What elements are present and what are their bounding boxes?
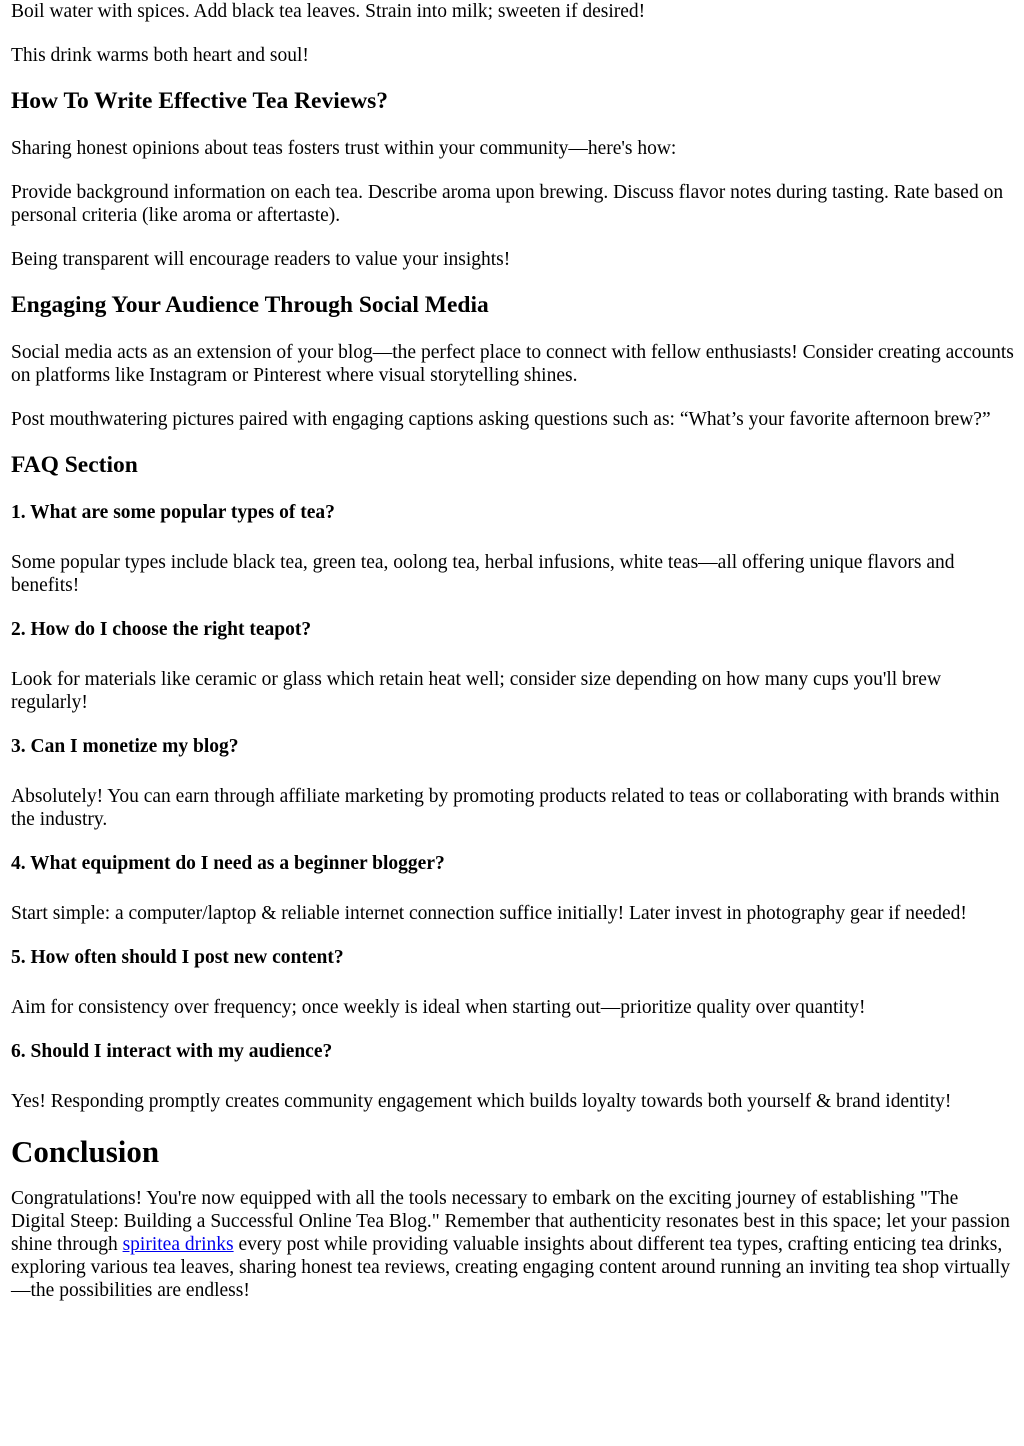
faq-question: 2. How do I choose the right teapot? bbox=[11, 619, 312, 640]
reviews-paragraph-3: Being transparent will encourage readers to value your insights! bbox=[11, 249, 511, 270]
social-paragraph-1: Social media acts as an extension of your blog—the perfect place to connect with fellow enthusiasts! Consider creating accounts on platforms like Instagram or Pinterest where visual storytelling shines. bbox=[11, 342, 1014, 386]
social-media-heading: Engaging Your Audience Through Social Media bbox=[11, 292, 489, 318]
conclusion-text-before-link: Congratulations! You're now equipped with all the tools necessary to embark on the exciting journey of establishing "The Digital Steep: Building a Successful Online Tea Blog." Remember that authenticity resonates best in this space; let your passion shine through bbox=[11, 1188, 1010, 1255]
social-paragraph-2: Post mouthwatering pictures paired with engaging captions asking questions such as: “What’s your favorite afternoon brew?” bbox=[11, 409, 991, 430]
conclusion-heading: Conclusion bbox=[11, 1134, 160, 1169]
faq-answer: Some popular types include black tea, green tea, oolong tea, herbal infusions, white teas—all offering unique flavors and benefits! bbox=[11, 552, 955, 596]
faq-question: 5. How often should I post new content? bbox=[11, 947, 344, 968]
reviews-heading: How To Write Effective Tea Reviews? bbox=[11, 88, 389, 114]
faq-question: 6. Should I interact with my audience? bbox=[11, 1041, 333, 1062]
conclusion-text-after-link: every post while providing valuable insights about different tea types, crafting enticing tea drinks, exploring various tea leaves, sharing honest tea reviews, creating engaging content around running an inviting tea shop virtually—the possibilities are endless! bbox=[11, 1234, 1011, 1301]
faq-answer: Look for materials like ceramic or glass which retain heat well; consider size depending on how many cups you'll brew regularly! bbox=[11, 669, 942, 713]
conclusion-paragraph bbox=[11, 1187, 1016, 1302]
reviews-paragraph-1: Sharing honest opinions about teas fosters trust within your community—here's how: bbox=[11, 138, 677, 159]
recipe-steps-paragraph: Boil water with spices. Add black tea leaves. Strain into milk; sweeten if desired! bbox=[11, 1, 646, 22]
faq-heading: FAQ Section bbox=[11, 452, 138, 478]
faq-answer: Aim for consistency over frequency; once weekly is ideal when starting out—prioritize quality over quantity! bbox=[11, 997, 866, 1018]
recipe-closing-paragraph: This drink warms both heart and soul! bbox=[11, 45, 309, 66]
faq-question: 3. Can I monetize my blog? bbox=[11, 736, 239, 757]
faq-answer: Absolutely! You can earn through affiliate marketing by promoting products related to teas or collaborating with brands within the industry. bbox=[11, 786, 1000, 830]
faq-answer: Yes! Responding promptly creates community engagement which builds loyalty towards both yourself & brand identity! bbox=[11, 1091, 952, 1112]
faq-question: 1. What are some popular types of tea? bbox=[11, 502, 335, 523]
spiritea-drinks-link[interactable]: spiritea drinks bbox=[122, 1234, 234, 1255]
faq-question: 4. What equipment do I need as a beginner blogger? bbox=[11, 853, 445, 874]
reviews-paragraph-2: Provide background information on each tea. Describe aroma upon brewing. Discuss flavor notes during tasting. Rate based on personal criteria (like aroma or aftertaste). bbox=[11, 182, 1004, 226]
faq-answer: Start simple: a computer/laptop & reliable internet connection suffice initially! Later invest in photography gear if needed! bbox=[11, 903, 967, 924]
